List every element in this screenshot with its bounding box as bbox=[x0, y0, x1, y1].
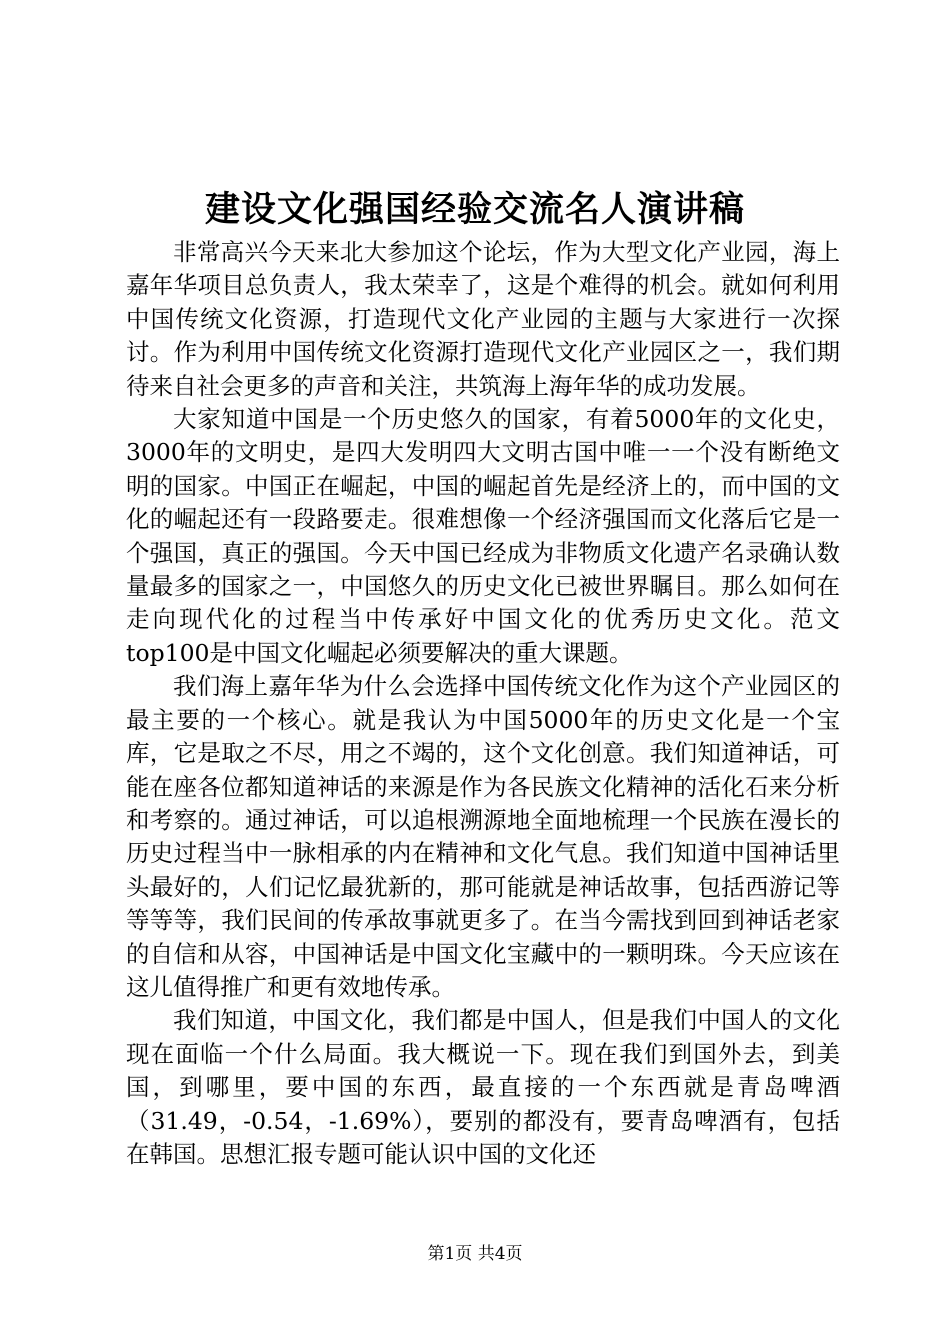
paragraph-3: 我们海上嘉年华为什么会选择中国传统文化作为这个产业园区的最主要的一个核心。就是我认为中国5000年的历史文化是一个宝库，它是取之不尽，用之不竭的，这个文化创意。我们知道神话，可能在座各位都知道神话的来源是作为各民族文化精神的活化石来分析和考察的。通过神话，可以追根溯源地全面地梳理一个民族在漫长的历史过程当中一脉相承的内在精神和文化气息。我们知道中国神话里头最好的，人们记忆最犹新的，那可能就是神话故事，包括西游记等等等等，我们民间的传承故事就更多了。在当今需找到回到神话老家的自信和从容，中国神话是中国文化宝藏中的一颗明珠。今天应该在这儿值得推广和更有效地传承。 bbox=[126, 672, 840, 1001]
document-body bbox=[126, 236, 840, 1171]
page-number-footer: 第1页 共4页 bbox=[427, 1244, 523, 1264]
document-title: 建设文化强国经验交流名人演讲稿 bbox=[204, 189, 745, 230]
paragraph-2: 大家知道中国是一个历史悠久的国家，有着5000年的文化史，3000年的文明史，是四大发明四大文明古国中唯一一个没有断绝文明的国家。中国正在崛起，中国的崛起首先是经济上的，而中国的文化的崛起还有一段路要走。很难想像一个经济强国而文化落后它是一个强国，真正的强国。今天中国已经成为非物质文化遗产名录确认数量最多的国家之一，中国悠久的历史文化已被世界瞩目。那么如何在走向现代化的过程当中传承好中国文化的优秀历史文化。范文top100是中国文化崛起必须要解决的重大课题。 bbox=[126, 405, 840, 667]
paragraph-4: 我们知道，中国文化，我们都是中国人，但是我们中国人的文化现在面临一个什么局面。我大概说一下。现在我们到国外去，到美国，到哪里，要中国的东西，最直接的一个东西就是青岛啤酒（31.49，-0.54，-1.69%），要别的都没有，要青岛啤酒有，包括在韩国。思想汇报专题可能认识中国的文化还 bbox=[126, 1006, 840, 1168]
paragraph-1: 非常高兴今天来北大参加这个论坛，作为大型文化产业园，海上嘉年华项目总负责人，我太荣幸了，这是个难得的机会。就如何利用中国传统文化资源，打造现代文化产业园的主题与大家进行一次探讨。作为利用中国传统文化资源打造现代文化产业园区之一，我们期待来自社会更多的声音和关注，共筑海上海年华的成功发展。 bbox=[126, 238, 840, 400]
